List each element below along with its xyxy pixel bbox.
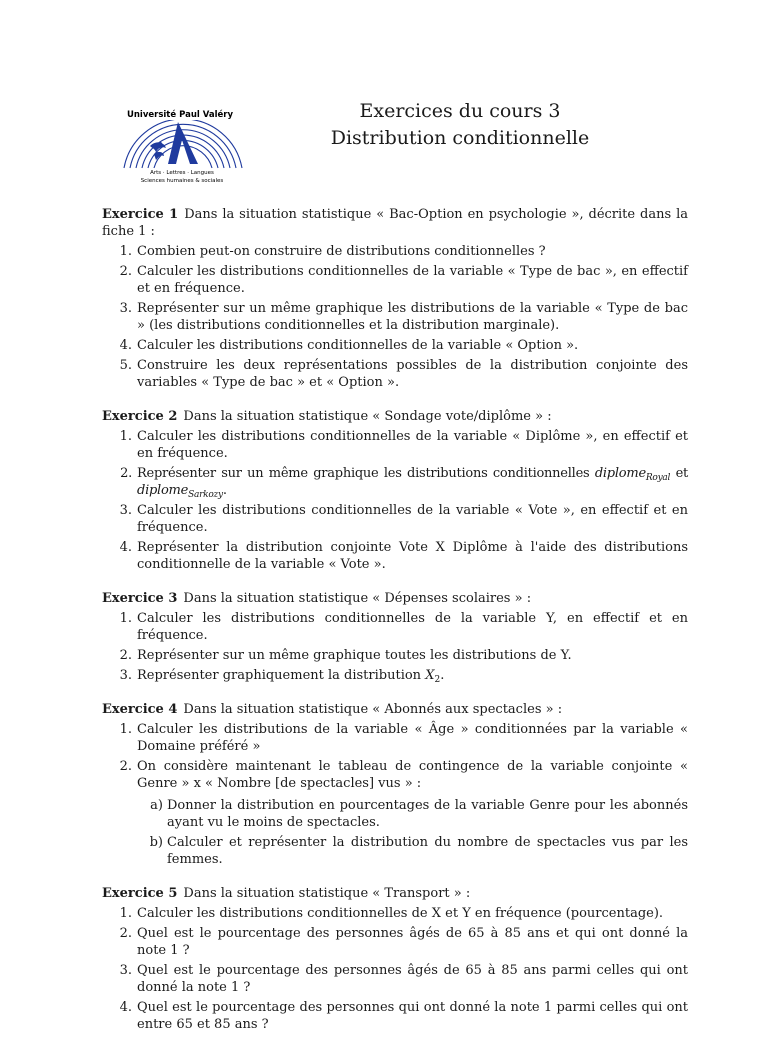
item-text: Représenter la distribution conjointe Vote X Diplôme à l'aide des distributions conditionnelle de la variable « Vote ». bbox=[137, 540, 688, 572]
list-item bbox=[102, 905, 688, 922]
sub-item-marker: a) bbox=[150, 798, 163, 813]
item-text: . bbox=[222, 483, 227, 498]
question-list bbox=[102, 428, 688, 573]
sub-item-marker: b) bbox=[149, 835, 163, 850]
list-item bbox=[102, 502, 688, 536]
item-text: Quel est le pourcentage des personnes âgés de 65 à 85 ans parmi celles qui ont donné la note 1 ? bbox=[137, 963, 688, 995]
item-marker: 2. bbox=[119, 759, 132, 774]
question-list bbox=[102, 905, 688, 1033]
list-item bbox=[102, 667, 688, 684]
item-marker: 4. bbox=[119, 540, 132, 555]
list-item bbox=[102, 300, 688, 334]
exercise-5 bbox=[102, 885, 688, 1033]
list-item bbox=[102, 357, 688, 391]
item-text: Combien peut-on construire de distributions conditionnelles ? bbox=[137, 244, 546, 259]
item-text: Calculer les distributions conditionnelles de X et Y en fréquence (pourcentage). bbox=[137, 906, 664, 921]
sub-list-item bbox=[102, 834, 688, 868]
document-subtitle: Distribution conditionnelle bbox=[330, 127, 590, 149]
item-marker: 3. bbox=[119, 963, 132, 978]
university-logo bbox=[120, 106, 246, 186]
list-item bbox=[102, 758, 688, 868]
exercise-intro: Dans la situation statistique « Sondage vote/diplôme » : bbox=[183, 409, 552, 424]
exercise-3 bbox=[102, 590, 688, 684]
item-text: Calculer les distributions conditionnelles de la variable « Type de bac », en effectif et en fréquence. bbox=[137, 264, 688, 296]
item-marker: 1. bbox=[119, 722, 132, 737]
exercise-header bbox=[102, 590, 688, 607]
item-marker: 3. bbox=[119, 301, 132, 316]
exercise-label: Exercice 3 bbox=[102, 591, 178, 606]
item-text: Construire les deux représentations possibles de la distribution conjointe des variables « Type de bac » et « Option ». bbox=[137, 358, 688, 390]
sub-question-list bbox=[137, 797, 688, 868]
item-text: Calculer les distributions de la variable « Âge » conditionnées par la variable « Domaine préféré » bbox=[137, 722, 688, 754]
item-text: . bbox=[440, 668, 445, 683]
item-text: Représenter sur un même graphique les distributions de la variable « Type de bac » (les distributions conditionnelles et la distribution marginale). bbox=[137, 301, 688, 333]
item-marker: 1. bbox=[119, 906, 132, 921]
list-item bbox=[102, 428, 688, 462]
exercise-intro: Dans la situation statistique « Bac-Option en psychologie », décrite dans la fiche 1 : bbox=[102, 207, 688, 239]
item-marker: 4. bbox=[119, 1000, 132, 1015]
list-item bbox=[102, 999, 688, 1033]
list-item bbox=[102, 337, 688, 354]
exercise-header bbox=[102, 408, 688, 425]
document-title-block bbox=[300, 98, 620, 152]
exercise-label: Exercice 5 bbox=[102, 886, 178, 901]
item-marker: 2. bbox=[119, 264, 132, 279]
list-item bbox=[102, 539, 688, 573]
exercise-intro: Dans la situation statistique « Abonnés aux spectacles » : bbox=[183, 702, 563, 717]
item-text: et bbox=[670, 466, 688, 481]
item-text: Représenter graphiquement la distribution bbox=[137, 668, 426, 683]
item-marker: 1. bbox=[119, 611, 132, 626]
math-variable: diplome bbox=[594, 466, 646, 481]
list-item bbox=[102, 721, 688, 755]
question-list bbox=[102, 721, 688, 868]
item-text: Quel est le pourcentage des personnes qui ont donné la note 1 parmi celles qui ont entre 65 et 85 ans ? bbox=[137, 1000, 688, 1032]
item-text: Calculer les distributions conditionnelles de la variable Y, en effectif et en fréquence. bbox=[137, 611, 688, 643]
math-subscript: Sarkozy bbox=[188, 490, 223, 500]
math-subscript: 2 bbox=[434, 675, 441, 685]
item-marker: 4. bbox=[119, 338, 132, 353]
item-marker: 3. bbox=[119, 503, 132, 518]
item-text: Quel est le pourcentage des personnes âgés de 65 à 85 ans et qui ont donné la note 1 ? bbox=[137, 926, 688, 958]
item-text: Calculer les distributions conditionnelles de la variable « Vote », en effectif et en fréquence. bbox=[137, 503, 688, 535]
item-text: Calculer les distributions conditionnelles de la variable « Option ». bbox=[137, 338, 579, 353]
logo-tagline-2: Sciences humaines & sociales bbox=[140, 178, 224, 184]
list-item bbox=[102, 925, 688, 959]
math-variable: diplome bbox=[137, 483, 189, 498]
exercise-intro: Dans la situation statistique « Transport » : bbox=[183, 886, 471, 901]
item-marker: 2. bbox=[119, 926, 132, 941]
math-subscript: Royal bbox=[645, 473, 671, 483]
item-text: On considère maintenant le tableau de contingence de la variable conjointe « Genre » x « Nombre [de spectacles] vus » : bbox=[137, 759, 688, 791]
list-item bbox=[102, 465, 688, 499]
list-item bbox=[102, 962, 688, 996]
document-title: Exercices du cours 3 bbox=[359, 100, 561, 122]
exercise-list bbox=[102, 206, 688, 1050]
list-item bbox=[102, 610, 688, 644]
list-item bbox=[102, 243, 688, 260]
exercise-header bbox=[102, 701, 688, 718]
logo-tagline-1: Arts · Lettres · Langues bbox=[150, 170, 214, 176]
exercise-label: Exercice 1 bbox=[102, 207, 179, 222]
item-marker: 1. bbox=[119, 429, 132, 444]
item-marker: 2. bbox=[119, 648, 132, 663]
exercise-2 bbox=[102, 408, 688, 573]
item-text: Représenter sur un même graphique les distributions conditionnelles bbox=[137, 466, 595, 481]
exercise-label: Exercice 4 bbox=[102, 702, 178, 717]
sub-item-text: Calculer et représenter la distribution du nombre de spectacles vus par les femmes. bbox=[167, 835, 688, 867]
list-item bbox=[102, 263, 688, 297]
item-marker: 5. bbox=[119, 358, 132, 373]
item-text: Calculer les distributions conditionnelles de la variable « Diplôme », en effectif et en fréquence. bbox=[137, 429, 688, 461]
question-list bbox=[102, 243, 688, 391]
exercise-header bbox=[102, 885, 688, 902]
exercise-header bbox=[102, 206, 688, 240]
sub-list-item bbox=[102, 797, 688, 831]
exercise-intro: Dans la situation statistique « Dépenses scolaires » : bbox=[183, 591, 532, 606]
item-marker: 3. bbox=[119, 668, 132, 683]
exercise-1 bbox=[102, 206, 688, 391]
question-list bbox=[102, 610, 688, 684]
item-marker: 2. bbox=[120, 466, 132, 481]
list-item bbox=[102, 647, 688, 664]
sub-item-text: Donner la distribution en pourcentages de la variable Genre pour les abonnés ayant vu le moins de spectacles. bbox=[167, 798, 688, 830]
exercise-4 bbox=[102, 701, 688, 868]
logo-university-text: Université Paul Valéry bbox=[126, 110, 234, 120]
item-marker: 1. bbox=[119, 244, 132, 259]
item-text: Représenter sur un même graphique toutes les distributions de Y. bbox=[137, 648, 572, 663]
exercise-label: Exercice 2 bbox=[102, 409, 178, 424]
math-variable: X bbox=[425, 668, 435, 683]
